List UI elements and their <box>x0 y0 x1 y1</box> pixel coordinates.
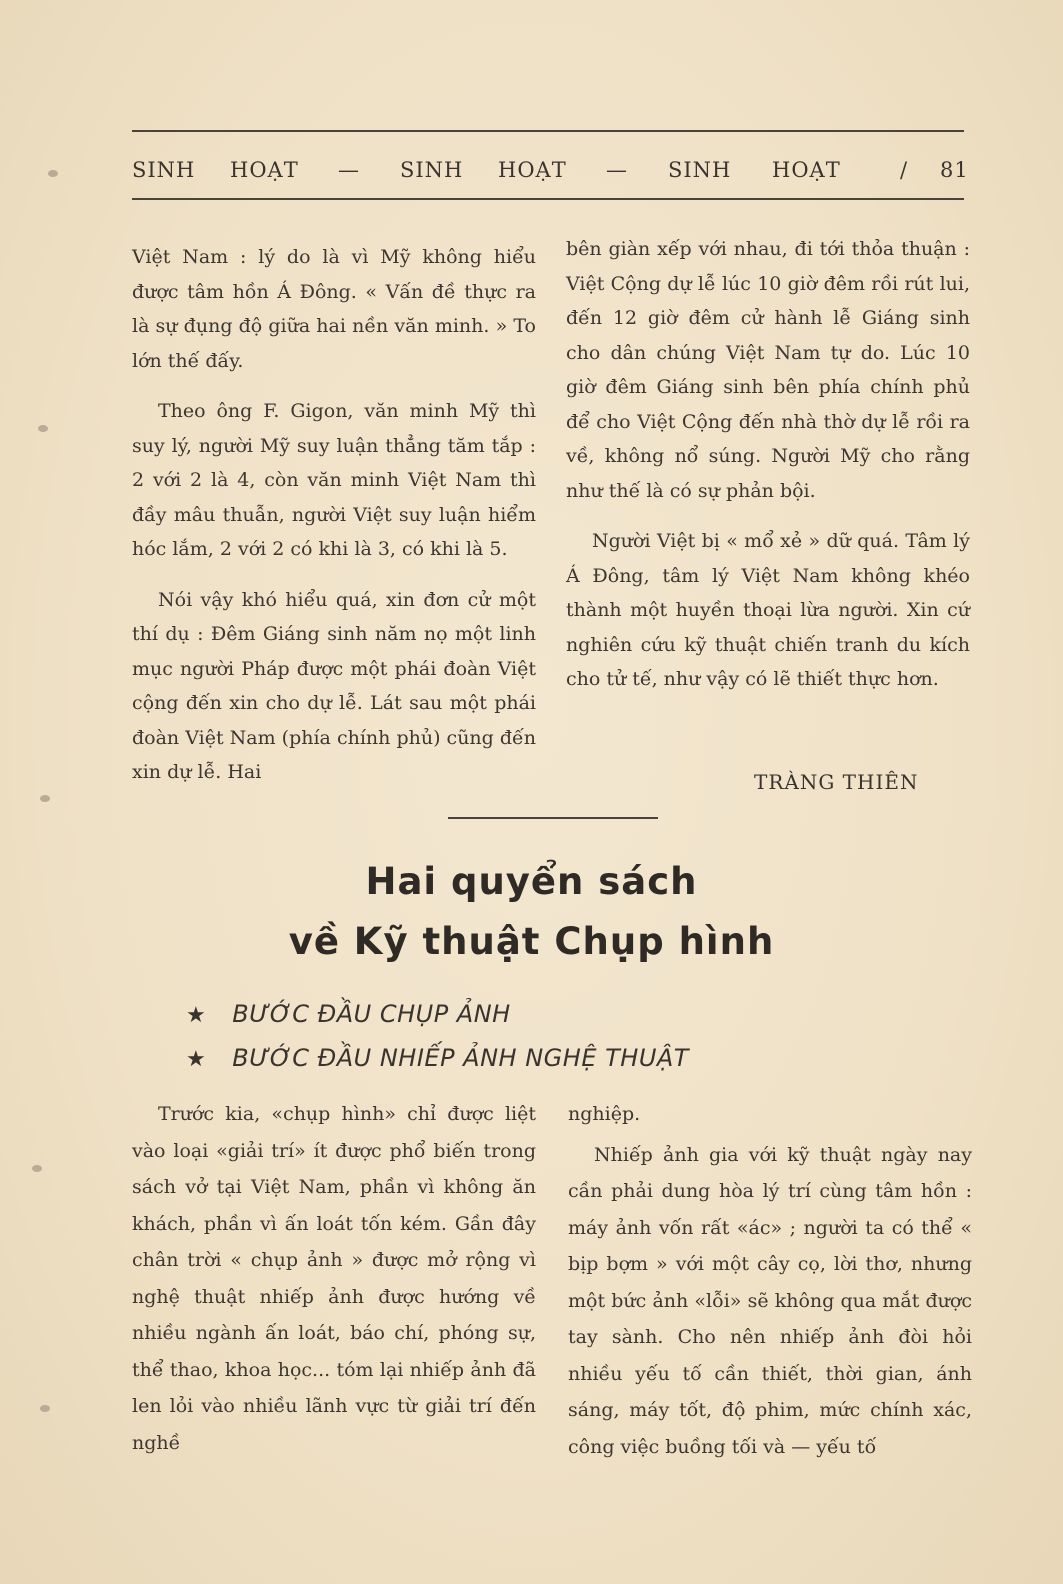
running-head-word: SINH <box>668 158 732 182</box>
paragraph: Việt Nam : lý do là vì Mỹ không hiểu được tâm hồn Á Đông. « Vấn đề thực ra là sự đụng độ giữa hai nền văn minh. » To lớn thế đấy. <box>132 246 536 372</box>
book-title <box>186 1044 689 1072</box>
binding-hole <box>40 1405 50 1412</box>
running-head-slash: / <box>900 158 909 182</box>
paragraph: Trước kia, «chụp hình» chỉ được liệt vào loại «giải trí» ít được phổ biến trong sách vở tại Việt Nam, phần vì không ăn khách, phần vì ấn loát tốn kém. Gần đây chân trời « chụp ảnh » được mở rộng vì nghệ thuật nhiếp ảnh được hướng về nhiều ngành ấn loát, báo chí, phóng sự, thể thao, khoa học... tóm lại nhiếp ảnh đã len lỏi vào nhiều lãnh vực từ giải trí đến nghề <box>132 1103 536 1454</box>
author-signature: TRÀNG THIÊN <box>754 770 919 794</box>
star-icon: ★ <box>186 1003 207 1028</box>
binding-hole <box>40 795 50 802</box>
article-title-line1: Hai quyển sách <box>365 860 698 903</box>
page-number: 81 <box>940 158 969 182</box>
running-head-word: HOẠT <box>498 158 567 182</box>
binding-hole <box>32 1165 42 1172</box>
binding-hole <box>48 170 58 177</box>
book-title <box>186 1000 511 1028</box>
article2-column-right <box>568 1096 972 1465</box>
running-head-word: HOẠT <box>772 158 841 182</box>
running-head-word: HOẠT <box>230 158 299 182</box>
running-head <box>132 150 969 190</box>
running-head-dash: — <box>606 158 628 182</box>
book-title-text: BƯỚC ĐẦU NHIẾP ẢNH NGHỆ THUẬT <box>232 1044 689 1072</box>
book-title-text: BƯỚC ĐẦU CHỤP ẢNH <box>232 1000 511 1028</box>
paragraph: bên giàn xếp với nhau, đi tới thỏa thuận : Việt Cộng dự lễ lúc 10 giờ đêm rồi rút lui, đến 12 giờ đêm cử hành lễ Giáng sinh cho dân chúng Việt Nam tự do. Lúc 10 giờ đêm Giáng sinh bên phía chính phủ để cho Việt Cộng đến nhà thờ dự lễ rồi ra về, không nổ súng. Người Mỹ cho rằng như thế là có sự phản bội. <box>566 238 970 502</box>
paragraph: Theo ông F. Gigon, văn minh Mỹ thì suy lý, người Mỹ suy luận thẳng tăm tắp : 2 với 2 là 4, còn văn minh Việt Nam thì đầy mâu thuẫn, người Việt suy luận hiểm hóc lắm, 2 với 2 có khi là 3, có khi là 5. <box>132 400 536 560</box>
header-rule-bottom <box>132 198 964 200</box>
running-head-dash: — <box>338 158 360 182</box>
paragraph: nghiệp. <box>568 1103 641 1125</box>
running-head-word: SINH <box>132 158 196 182</box>
article1-column-left <box>132 240 536 790</box>
paragraph: Nói vậy khó hiểu quá, xin đơn cử một thí dụ : Đêm Giáng sinh năm nọ một linh mục người Pháp được một phái đoàn Việt cộng đến xin cho dự lễ. Lát sau một phái đoàn Việt Nam (phía chính phủ) cũng đến xin dự lễ. Hai <box>132 588 536 783</box>
star-icon: ★ <box>186 1047 207 1072</box>
paragraph: Nhiếp ảnh gia với kỹ thuật ngày nay cần phải dung hòa lý trí cùng tâm hồn : máy ảnh vốn rất «ác» ; người ta có thể « bịp bợm » với một cây cọ, lời thơ, nhưng một bức ảnh «lỗi» sẽ không qua mắt được tay sành. Cho nên nhiếp ảnh đòi hỏi nhiều yếu tố cần thiết, thời gian, ánh sáng, máy tốt, độ phim, mức chính xác, công việc buồng tối và — yếu tố <box>568 1143 972 1458</box>
article-title-line2: về Kỹ thuật Chụp hình <box>288 920 775 963</box>
paragraph: Người Việt bị « mổ xẻ » dữ quá. Tâm lý Á Đông, tâm lý Việt Nam không khéo thành một huyền thoại lừa người. Xin cứ nghiên cứu kỹ thuật chiến tranh du kích cho tử tế, như vậy có lẽ thiết thực hơn. <box>566 530 970 690</box>
binding-hole <box>38 425 48 432</box>
section-divider <box>448 817 658 819</box>
article2-column-left <box>132 1096 536 1461</box>
article1-column-right <box>566 232 970 697</box>
header-rule-top <box>132 130 964 132</box>
running-head-word: SINH <box>400 158 464 182</box>
